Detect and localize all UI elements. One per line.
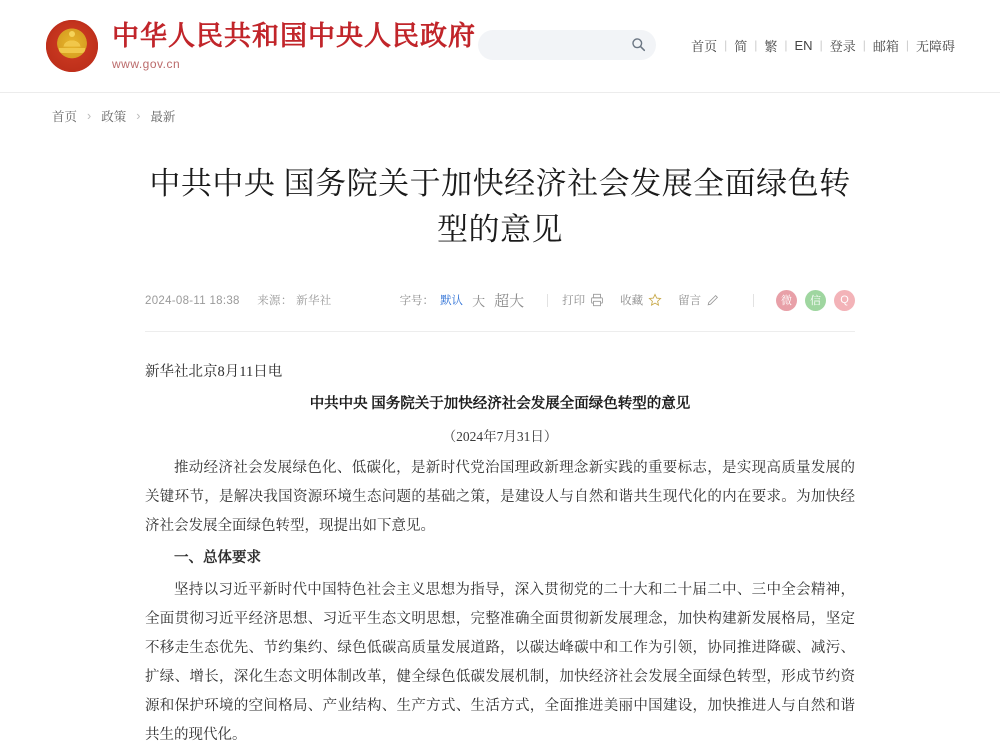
fontsize-option-xlarge[interactable]: 超大 [494, 292, 525, 310]
header-nav [684, 36, 962, 55]
fontsize-label: 字号： [399, 295, 435, 307]
page-title: 中共中央 国务院关于加快经济社会发展全面绿色转型的意见 [149, 166, 851, 247]
header-right [478, 30, 962, 60]
nav-divider: | [819, 38, 823, 52]
document-date: （2024年7月31日） [442, 429, 558, 444]
print-label: 打印 [562, 295, 586, 307]
share-group [739, 290, 855, 311]
wechat-share-icon[interactable]: 信 [805, 290, 826, 311]
meta-divider [753, 294, 754, 307]
national-emblem-icon [46, 20, 98, 72]
paragraph: 推动经济社会发展绿色化、低碳化，是新时代党治国理政新理念新实践的重要标志，是实现高质量发展的关键环节，是解决我国资源环境生态问题的基础之策，是建设人与自然和谐共生现代化的内在要求。为加快经济社会发展全面绿色转型，现提出如下意见。 [145, 460, 855, 534]
breadcrumb-separator: › [87, 109, 92, 123]
fontsize-control [400, 290, 563, 311]
source-name: 新华社 [296, 295, 332, 307]
breadcrumb-separator: › [136, 109, 141, 123]
comment-label: 留言 [678, 295, 702, 307]
article-meta-bar [145, 283, 855, 332]
comment-button[interactable] [678, 292, 720, 308]
nav-item-accessibility[interactable]: 无障碍 [915, 38, 955, 54]
publish-datetime: 2024-08-11 18:38 [145, 295, 240, 307]
site-domain: www.gov.cn [112, 56, 181, 71]
section-heading: 一、总体要求 [174, 550, 261, 566]
site-brand[interactable] [46, 20, 476, 72]
site-header [0, 0, 1000, 92]
nav-item-home[interactable]: 首页 [691, 38, 718, 54]
favorite-button[interactable] [620, 292, 662, 308]
nav-divider: | [754, 38, 758, 52]
source-label: 来源： [257, 295, 293, 307]
search-input[interactable] [490, 37, 624, 53]
print-button[interactable] [562, 292, 604, 308]
nav-item-simplified[interactable]: 简 [734, 38, 748, 54]
printer-icon[interactable] [590, 293, 604, 307]
breadcrumb-item-home[interactable]: 首页 [52, 110, 78, 124]
breadcrumb-item-policy[interactable]: 政策 [101, 110, 127, 124]
favorite-label: 收藏 [620, 295, 644, 307]
pencil-icon[interactable] [706, 293, 720, 307]
fontsize-option-large[interactable]: 大 [472, 293, 486, 309]
weibo-share-icon[interactable]: 微 [776, 290, 797, 311]
nav-divider: | [724, 38, 728, 52]
nav-divider: | [905, 38, 909, 52]
nav-divider: | [784, 38, 788, 52]
dateline: 新华社北京8月11日电 [145, 364, 283, 380]
nav-item-mail[interactable]: 邮箱 [872, 38, 899, 54]
qq-share-icon[interactable]: Q [834, 290, 855, 311]
fontsize-option-default[interactable]: 默认 [440, 295, 464, 307]
breadcrumb-item-latest[interactable]: 最新 [150, 110, 176, 124]
breadcrumb [0, 92, 1000, 139]
star-icon[interactable] [648, 293, 662, 307]
nav-item-login[interactable]: 登录 [829, 38, 856, 54]
article [145, 139, 855, 750]
document-title: 中共中央 国务院关于加快经济社会发展全面绿色转型的意见 [309, 396, 691, 412]
paragraph: 坚持以习近平新时代中国特色社会主义思想为指导，深入贯彻党的二十大和二十届二中、三中全会精神，全面贯彻习近平经济思想、习近平生态文明思想，完整准确全面贯彻新发展理念，加快构建新发展格局，坚定不移走生态优先、节约集约、绿色低碳高质量发展道路，以碳达峰碳中和工作为引领，协同推进降碳、减污、扩绿、增长，深化生态文明体制改革，健全绿色低碳发展机制，加快经济社会发展全面绿色转型，形成节约资源和保护环境的空间格局、产业结构、生产方式、生活方式，全面推进美丽中国建设，加快推进人与自然和谐共生的现代化。 [145, 582, 855, 743]
site-title: 中华人民共和国中央人民政府 [112, 20, 476, 51]
article-body [145, 358, 855, 750]
search-box[interactable] [478, 30, 656, 60]
nav-item-english[interactable]: EN [794, 37, 813, 53]
search-icon[interactable] [631, 37, 646, 52]
nav-divider: | [862, 38, 866, 52]
nav-item-traditional[interactable]: 繁 [764, 38, 778, 54]
meta-left [145, 292, 332, 308]
meta-divider [547, 294, 548, 307]
